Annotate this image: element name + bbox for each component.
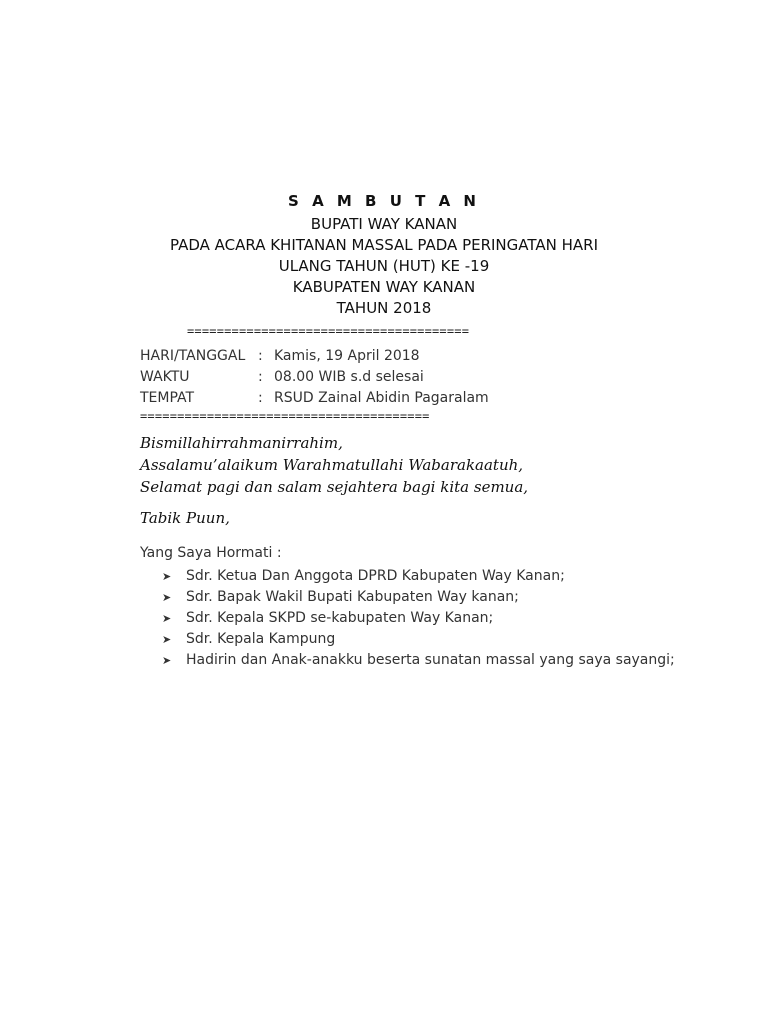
info-label: TEMPAT <box>140 390 195 406</box>
info-value: RSUD Zainal Abidin Pagaralam <box>274 390 489 406</box>
info-colon: : <box>258 369 263 385</box>
title-block <box>0 188 768 319</box>
title-line-5: TAHUN 2018 <box>336 299 432 317</box>
info-value: Kamis, 19 April 2018 <box>274 348 420 364</box>
list-item <box>162 587 675 608</box>
honored-guests-heading: Yang Saya Hormati : <box>140 545 282 561</box>
greeting-line-1: Bismillahirrahmanirrahim, <box>140 434 343 452</box>
list-item <box>162 650 675 671</box>
list-item-text: Sdr. Bapak Wakil Bupati Kabupaten Way kanan; <box>186 589 519 605</box>
info-label: WAKTU <box>140 369 190 385</box>
separator-top: ====================================== <box>187 324 470 338</box>
title-line-3: ULANG TAHUN (HUT) KE -19 <box>278 257 490 275</box>
title-line-4: KABUPATEN WAY KANAN <box>292 278 476 296</box>
honored-guests-list <box>162 566 675 671</box>
info-value: 08.00 WIB s.d selesai <box>274 369 424 385</box>
arrowhead-bullet-icon: ➤ <box>162 633 172 646</box>
arrowhead-bullet-icon: ➤ <box>162 654 172 667</box>
list-item-text: Sdr. Ketua Dan Anggota DPRD Kabupaten Way Kanan; <box>186 568 565 584</box>
title-line-2: PADA ACARA KHITANAN MASSAL PADA PERINGATAN HARI <box>169 236 599 254</box>
info-colon: : <box>258 390 263 406</box>
document-title: S A M B U T A N <box>288 192 480 210</box>
arrowhead-bullet-icon: ➤ <box>162 570 172 583</box>
list-item <box>162 566 675 587</box>
list-item-text: Hadirin dan Anak-anakku beserta sunatan massal yang saya sayangi; <box>186 652 675 668</box>
info-label: HARI/TANGGAL <box>140 348 246 364</box>
greeting-block <box>140 432 528 498</box>
title-line-1: BUPATI WAY KANAN <box>310 215 458 233</box>
info-row-date <box>140 346 489 367</box>
event-info <box>140 346 489 409</box>
arrowhead-bullet-icon: ➤ <box>162 591 172 604</box>
list-item-text: Sdr. Kepala Kampung <box>186 631 336 647</box>
tabik-greeting: Tabik Puun, <box>140 509 230 527</box>
list-item-text: Sdr. Kepala SKPD se-kabupaten Way Kanan; <box>186 610 494 626</box>
arrowhead-bullet-icon: ➤ <box>162 612 172 625</box>
info-row-time <box>140 367 489 388</box>
list-item <box>162 629 675 650</box>
separator-bottom: ======================================= <box>140 409 430 423</box>
greeting-line-3: Selamat pagi dan salam sejahtera bagi kita semua, <box>140 478 529 496</box>
info-row-place <box>140 388 489 409</box>
info-colon: : <box>258 348 263 364</box>
greeting-line-2: Assalamu’alaikum Warahmatullahi Wabarakaatuh, <box>140 456 524 474</box>
list-item <box>162 608 675 629</box>
